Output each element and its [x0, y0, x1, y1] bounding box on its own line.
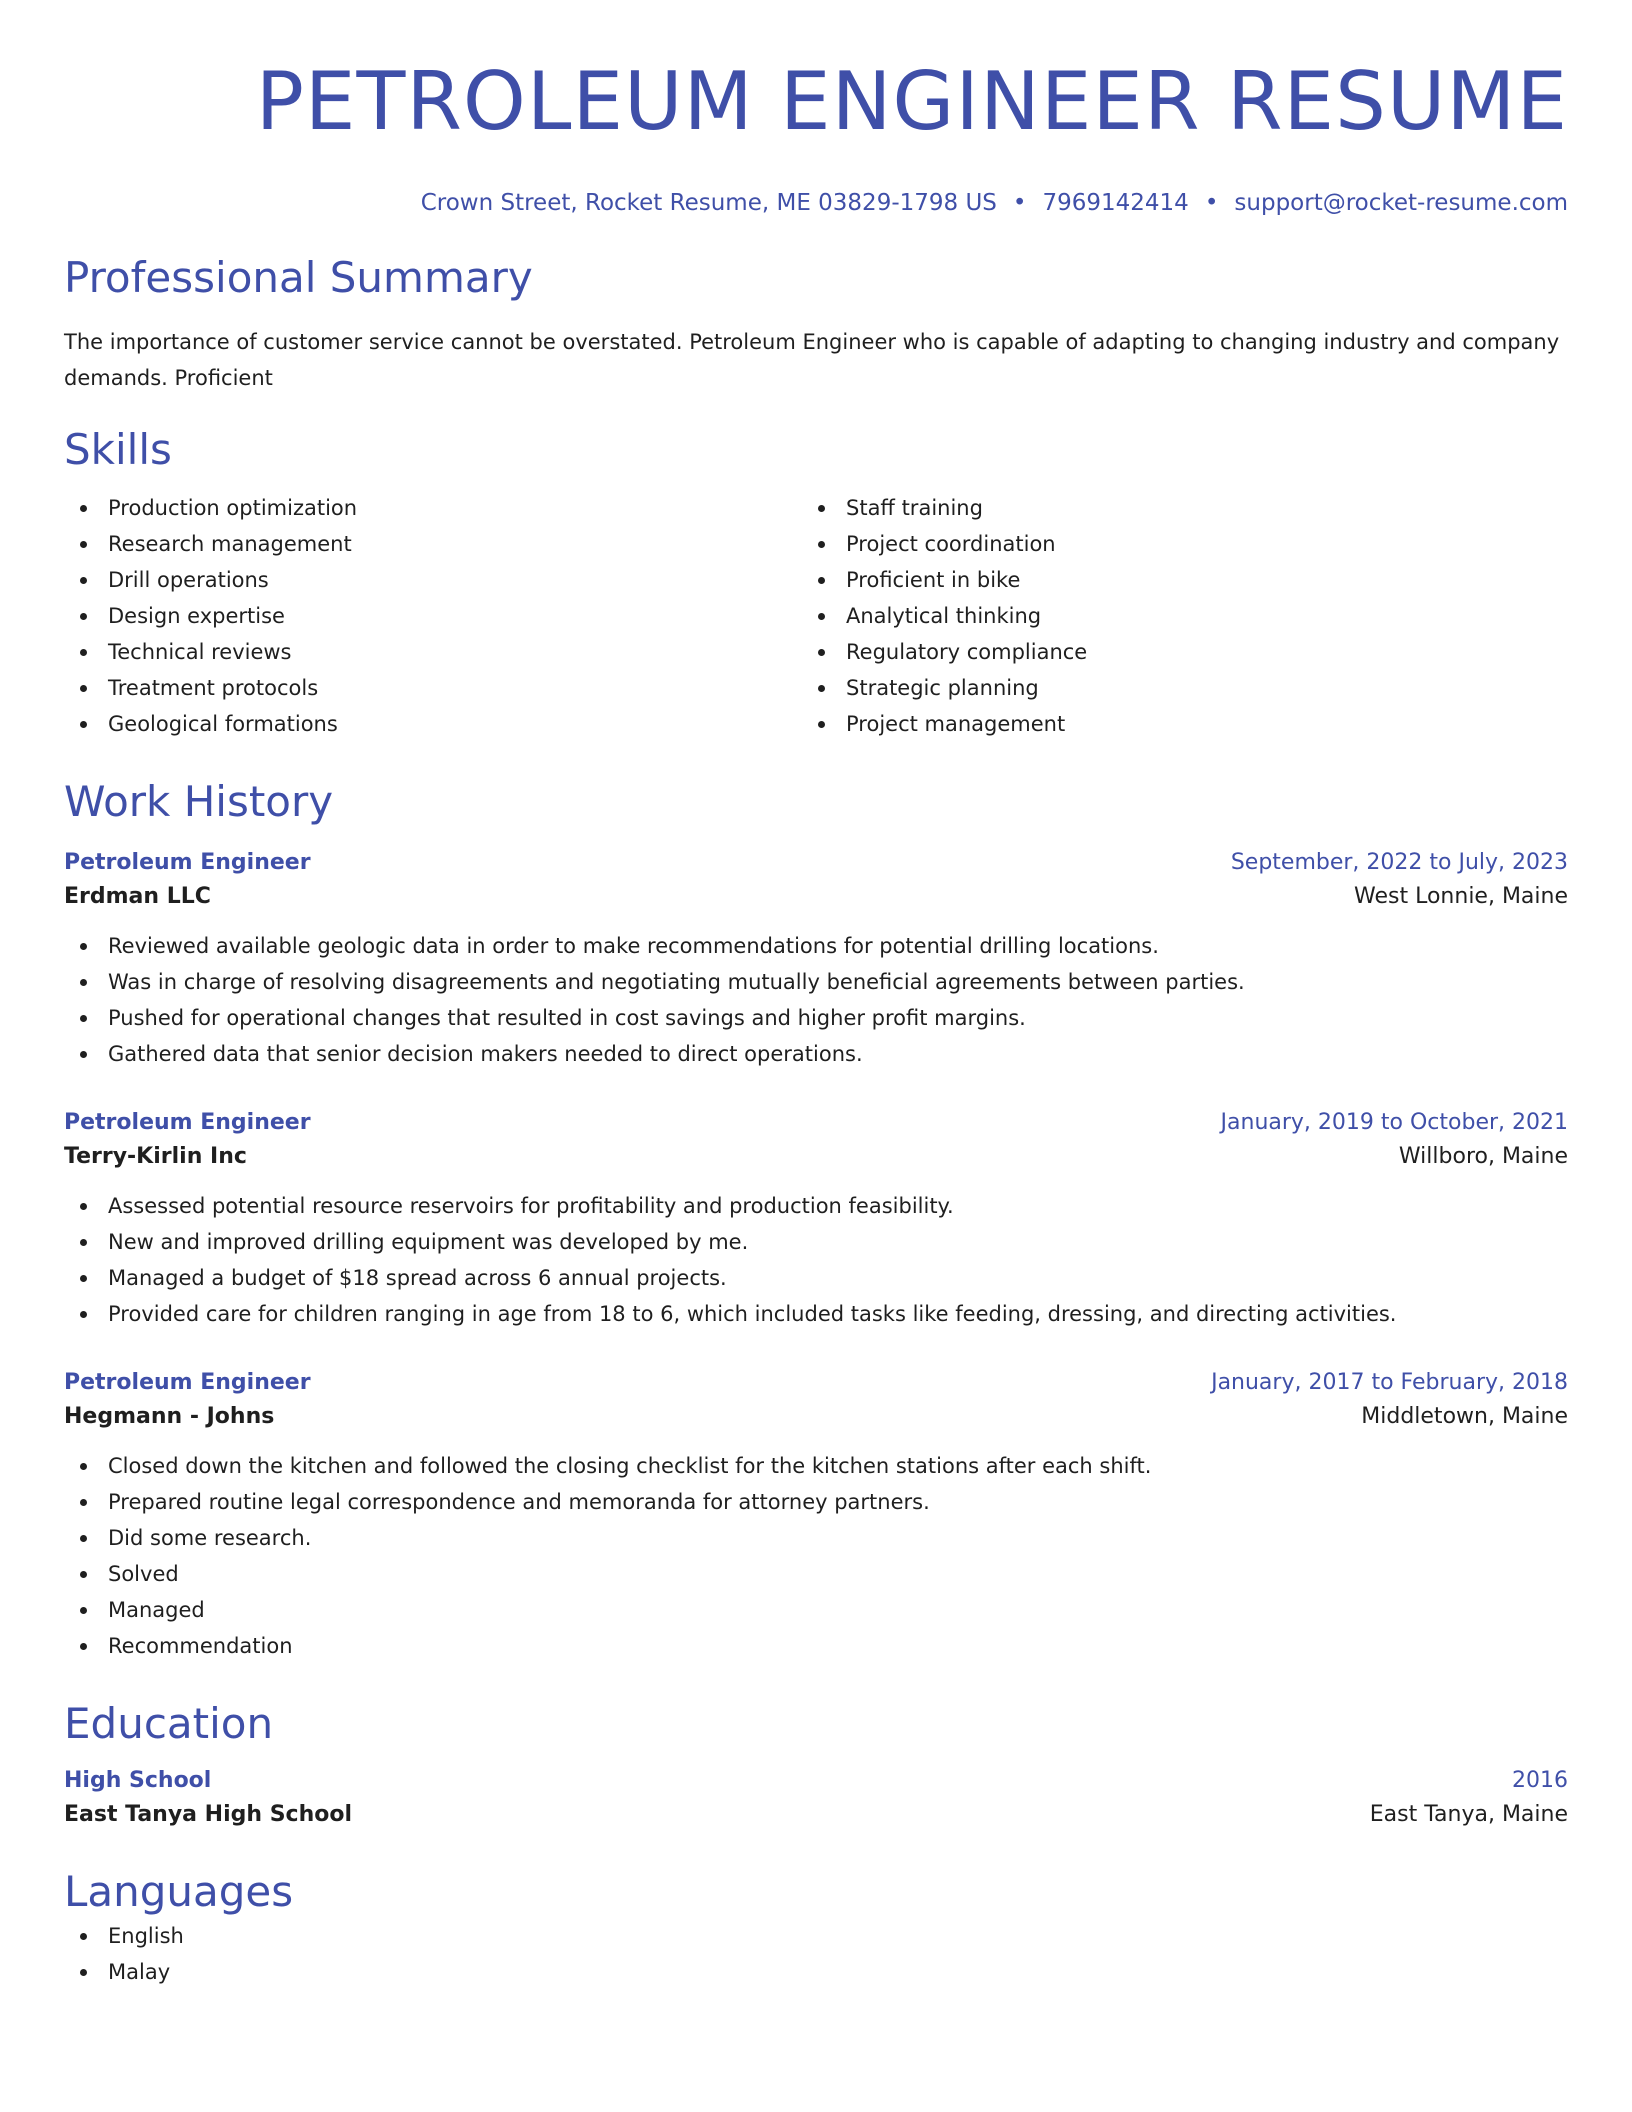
skills-column-right [802, 490, 1540, 742]
education-header [64, 1766, 1568, 1796]
job-duty: Managed a budget of $18 spread across 6 annual projects. [64, 1260, 1568, 1296]
job-duty: Assessed potential resource reservoirs for profitability and production feasibility. [64, 1188, 1568, 1224]
education-heading: Education [64, 1699, 274, 1748]
skill-item: Regulatory compliance [802, 634, 1540, 670]
skill-item: Drill operations [64, 562, 802, 598]
job-header [64, 848, 1568, 878]
education-degree: High School [64, 1768, 212, 1793]
job-duty: New and improved drilling equipment was developed by me. [64, 1224, 1568, 1260]
job-role: Petroleum Engineer [64, 850, 311, 875]
education-location: East Tanya, Maine [1369, 1802, 1568, 1827]
job-duty: Prepared routine legal correspondence and memoranda for attorney partners. [64, 1484, 1568, 1520]
language-item: English [64, 1918, 1568, 1954]
job-dates: January, 2019 to October, 2021 [1220, 1110, 1568, 1135]
language-item: Malay [64, 1954, 1568, 1990]
contact-separator: • [1204, 190, 1219, 216]
skill-item: Research management [64, 526, 802, 562]
contact-separator: • [1012, 190, 1027, 216]
job-duties [64, 1448, 1568, 1664]
skill-item: Analytical thinking [802, 598, 1540, 634]
job-subheader [64, 1398, 1568, 1436]
education-subheader [64, 1796, 1568, 1834]
job-company: Terry-Kirlin Inc [64, 1144, 247, 1169]
skills-column-left [64, 490, 802, 742]
job-location: Willboro, Maine [1398, 1144, 1568, 1169]
contact-phone: 7969142414 [1042, 190, 1189, 216]
skill-item: Geological formations [64, 706, 802, 742]
skills-heading: Skills [64, 425, 172, 474]
education-school: East Tanya High School [64, 1802, 353, 1827]
job-header [64, 1108, 1568, 1138]
job-duty: Was in charge of resolving disagreements and negotiating mutually beneficial agreements between parties. [64, 964, 1568, 1000]
contact-address: Crown Street, Rocket Resume, ME 03829-1798 US [420, 190, 997, 216]
job-entry [64, 1108, 1568, 1332]
job-duties [64, 928, 1568, 1072]
contact-line [64, 188, 1568, 218]
job-company: Erdman LLC [64, 884, 211, 909]
contact-email[interactable]: support@rocket-resume.com [1234, 190, 1568, 216]
summary-text: The importance of customer service cannot be overstated. Petroleum Engineer who is capable of adapting to changing industry and company demands. Proficient [64, 330, 1560, 390]
skill-item: Proficient in bike [802, 562, 1540, 598]
job-duty: Closed down the kitchen and followed the closing checklist for the kitchen stations after each shift. [64, 1448, 1568, 1484]
languages-heading: Languages [64, 1867, 294, 1916]
job-duties [64, 1188, 1568, 1332]
job-duty: Pushed for operational changes that resulted in cost savings and higher profit margins. [64, 1000, 1568, 1036]
job-subheader [64, 878, 1568, 916]
skill-item: Technical reviews [64, 634, 802, 670]
skill-item: Treatment protocols [64, 670, 802, 706]
skill-item: Staff training [802, 490, 1540, 526]
job-entry [64, 848, 1568, 1072]
job-role: Petroleum Engineer [64, 1370, 311, 1395]
job-location: West Lonnie, Maine [1354, 884, 1568, 909]
skill-item: Strategic planning [802, 670, 1540, 706]
work-history-heading: Work History [64, 777, 334, 826]
job-location: Middletown, Maine [1361, 1404, 1568, 1429]
job-duty: Managed [64, 1592, 1568, 1628]
education-year: 2016 [1512, 1768, 1568, 1793]
job-entry [64, 1368, 1568, 1664]
summary-heading: Professional Summary [64, 253, 533, 302]
job-duty: Did some research. [64, 1520, 1568, 1556]
job-dates: January, 2017 to February, 2018 [1211, 1370, 1568, 1395]
education-entry [64, 1766, 1568, 1834]
job-duty: Provided care for children ranging in age from 18 to 6, which included tasks like feeding, dressing, and directing activities. [64, 1296, 1568, 1332]
skill-item: Design expertise [64, 598, 802, 634]
job-duty: Solved [64, 1556, 1568, 1592]
job-role: Petroleum Engineer [64, 1110, 311, 1135]
job-subheader [64, 1138, 1568, 1176]
skill-item: Project coordination [802, 526, 1540, 562]
job-dates: September, 2022 to July, 2023 [1230, 850, 1568, 875]
skills-list [64, 490, 1568, 742]
languages-list [64, 1918, 1568, 1990]
skill-item: Production optimization [64, 490, 802, 526]
job-header [64, 1368, 1568, 1398]
skill-item: Project management [802, 706, 1540, 742]
job-duty: Recommendation [64, 1628, 1568, 1664]
job-duty: Reviewed available geologic data in order to make recommendations for potential drilling locations. [64, 928, 1568, 964]
resume-title: PETROLEUM ENGINEER RESUME [255, 55, 1568, 148]
job-company: Hegmann - Johns [64, 1404, 275, 1429]
job-duty: Gathered data that senior decision makers needed to direct operations. [64, 1036, 1568, 1072]
